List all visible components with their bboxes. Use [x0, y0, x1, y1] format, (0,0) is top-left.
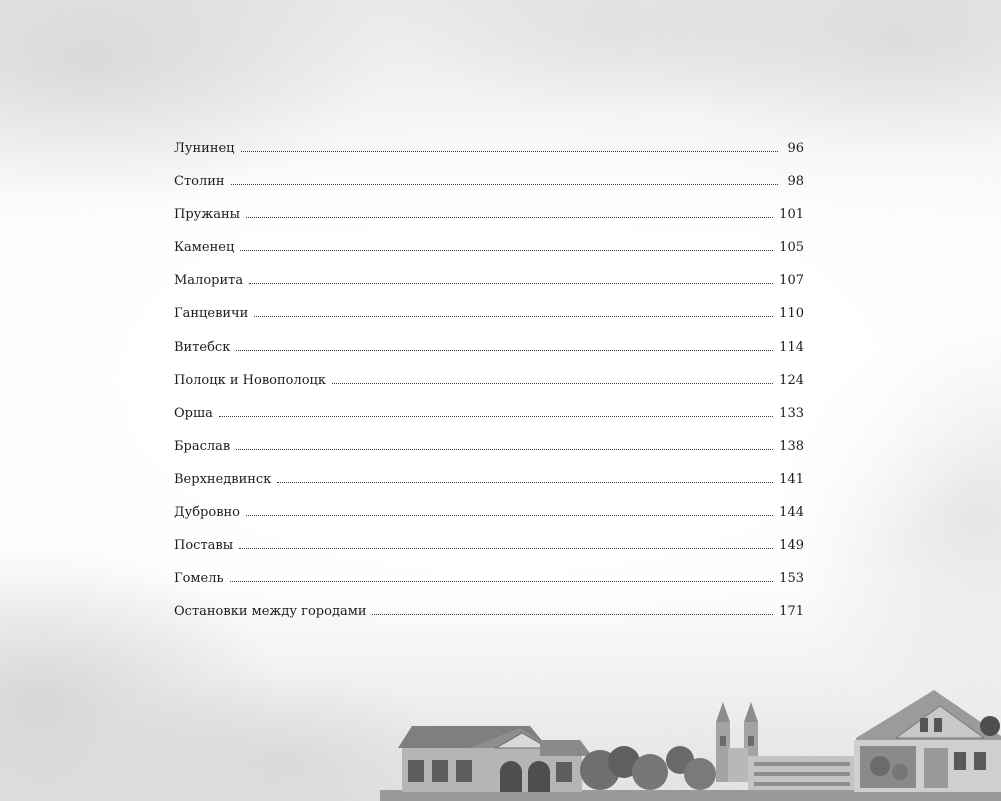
toc-entry[interactable]	[174, 270, 804, 303]
toc-dot-leader	[230, 580, 774, 582]
toc-dot-leader	[236, 448, 773, 450]
toc-entry-page-number: 101	[779, 207, 804, 223]
toc-entry-page-number: 124	[779, 372, 804, 388]
toc-entry[interactable]	[174, 502, 804, 535]
toc-entry-title: Орша	[174, 405, 213, 421]
toc-entry-title: Лунинец	[174, 141, 235, 156]
toc-entry-title: Остановки между городами	[174, 604, 367, 620]
table-of-contents	[174, 138, 804, 634]
toc-entry[interactable]	[174, 138, 804, 171]
toc-dot-leader	[254, 315, 773, 317]
toc-dot-leader	[332, 382, 773, 384]
toc-entry-title: Гомель	[174, 571, 224, 587]
toc-dot-leader	[246, 216, 773, 218]
toc-dot-leader	[240, 249, 773, 251]
toc-dot-leader	[231, 183, 778, 185]
toc-dot-leader	[241, 150, 778, 152]
toc-entry-page-number: 133	[779, 405, 804, 421]
toc-entry-title: Малорита	[174, 273, 244, 289]
toc-entry-page-number: 144	[779, 505, 804, 521]
toc-entry[interactable]	[174, 469, 804, 502]
toc-entry-title: Полоцк и Новополоцк	[174, 372, 327, 388]
toc-entry[interactable]	[174, 204, 804, 237]
toc-dot-leader	[372, 613, 773, 615]
toc-dot-leader	[249, 282, 773, 284]
toc-entry-title: Дубровно	[174, 505, 241, 521]
toc-entry-page-number: 105	[779, 240, 804, 256]
toc-entry-page-number: 171	[779, 604, 804, 620]
toc-dot-leader	[246, 514, 773, 516]
toc-entry-title: Поставы	[174, 538, 234, 554]
toc-entry-page-number: 141	[779, 471, 804, 487]
toc-entry-page-number: 149	[779, 538, 804, 554]
toc-dot-leader	[239, 547, 773, 549]
toc-entry-title: Ганцевичи	[174, 306, 249, 322]
toc-entry-page-number: 107	[779, 273, 804, 289]
toc-entry[interactable]	[174, 535, 804, 568]
toc-entry-page-number: 110	[779, 306, 804, 322]
toc-entry[interactable]	[174, 171, 804, 204]
toc-entry-title: Каменец	[174, 240, 235, 256]
toc-dot-leader	[236, 349, 773, 351]
toc-entry-title: Пружаны	[174, 207, 241, 223]
toc-entry-title: Витебск	[174, 339, 231, 355]
toc-entry[interactable]	[174, 601, 804, 634]
toc-entry[interactable]	[174, 337, 804, 370]
toc-entry[interactable]	[174, 403, 804, 436]
toc-entry-page-number: 96	[787, 141, 804, 156]
toc-entry-page-number: 138	[779, 438, 804, 454]
toc-entry-page-number: 114	[779, 339, 804, 355]
toc-entry[interactable]	[174, 370, 804, 403]
toc-entry[interactable]	[174, 237, 804, 270]
toc-entry-title: Верхнедвинск	[174, 471, 272, 487]
toc-entry[interactable]	[174, 436, 804, 469]
toc-dot-leader	[219, 415, 773, 417]
toc-dot-leader	[277, 481, 773, 483]
toc-entry[interactable]	[174, 303, 804, 336]
toc-entry[interactable]	[174, 568, 804, 601]
toc-entry-title: Столин	[174, 174, 225, 190]
toc-entry-page-number: 98	[787, 174, 804, 190]
toc-entry-page-number: 153	[779, 571, 804, 587]
toc-entry-title: Браслав	[174, 438, 231, 454]
